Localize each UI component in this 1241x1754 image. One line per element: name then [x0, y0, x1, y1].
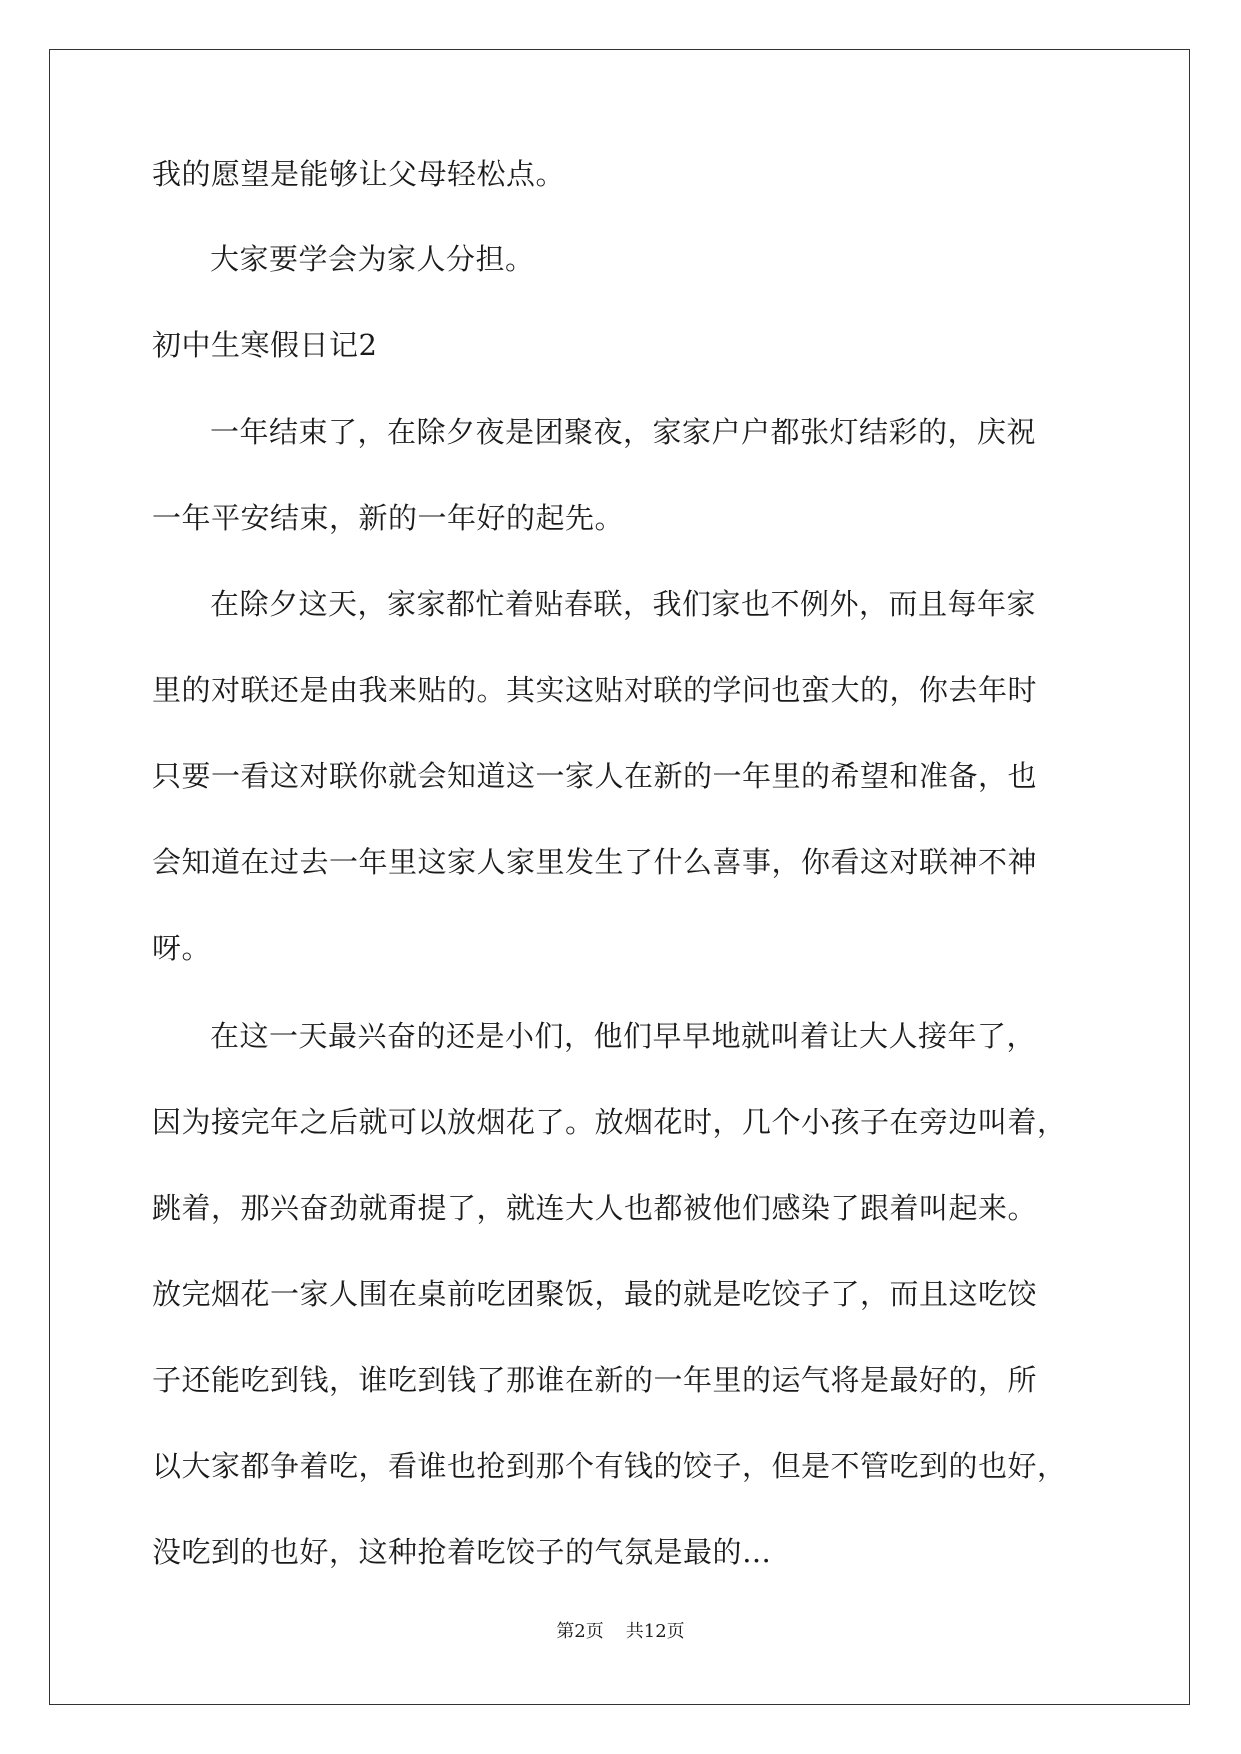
paragraph-line: 一年结束了，在除夕夜是团聚夜，家家户户都张灯结彩的，庆祝: [210, 415, 1037, 449]
paragraph-line: 子还能吃到钱，谁吃到钱了那谁在新的一年里的运气将是最好的，所: [152, 1363, 1038, 1397]
paragraph-line: 在除夕这天，家家都忙着贴春联，我们家也不例外，而且每年家: [210, 587, 1037, 621]
text-line: 我的愿望是能够让父母轻松点。: [152, 157, 566, 191]
paragraph-line: 在这一天最兴奋的还是小们，他们早早地就叫着让大人接年了，: [210, 1019, 1037, 1053]
paragraph-line: 会知道在过去一年里这家人家里发生了什么喜事，你看这对联神不神: [152, 845, 1038, 879]
paragraph-line: 放完烟花一家人围在桌前吃团聚饭，最的就是吃饺子了，而且这吃饺: [152, 1277, 1038, 1311]
paragraph-line: 跳着，那兴奋劲就甭提了，就连大人也都被他们感染了跟着叫起来。: [152, 1191, 1038, 1225]
paragraph-line: 没吃到的也好，这种抢着吃饺子的气氛是最的…: [152, 1535, 772, 1569]
paragraph-line: 大家要学会为家人分担。: [210, 242, 535, 276]
paragraph-line: 因为接完年之后就可以放烟花了。放烟花时，几个小孩子在旁边叫着，: [152, 1105, 1067, 1139]
paragraph-line: 以大家都争着吃，看谁也抢到那个有钱的饺子，但是不管吃到的也好，: [152, 1449, 1067, 1483]
paragraph-line: 呀。: [152, 931, 212, 965]
paragraph-line: 一年平安结束，新的一年好的起先。: [152, 501, 625, 535]
paragraph-line: 里的对联还是由我来贴的。其实这贴对联的学问也蛮大的，你去年时: [152, 673, 1038, 707]
paragraph-line: 只要一看这对联你就会知道这一家人在新的一年里的希望和准备，也: [152, 759, 1038, 793]
section-heading: 初中生寒假日记2: [152, 328, 378, 362]
page-number: 第2页: [556, 1621, 604, 1642]
page-footer: [0, 1621, 1241, 1643]
page-total: 共12页: [625, 1621, 685, 1642]
